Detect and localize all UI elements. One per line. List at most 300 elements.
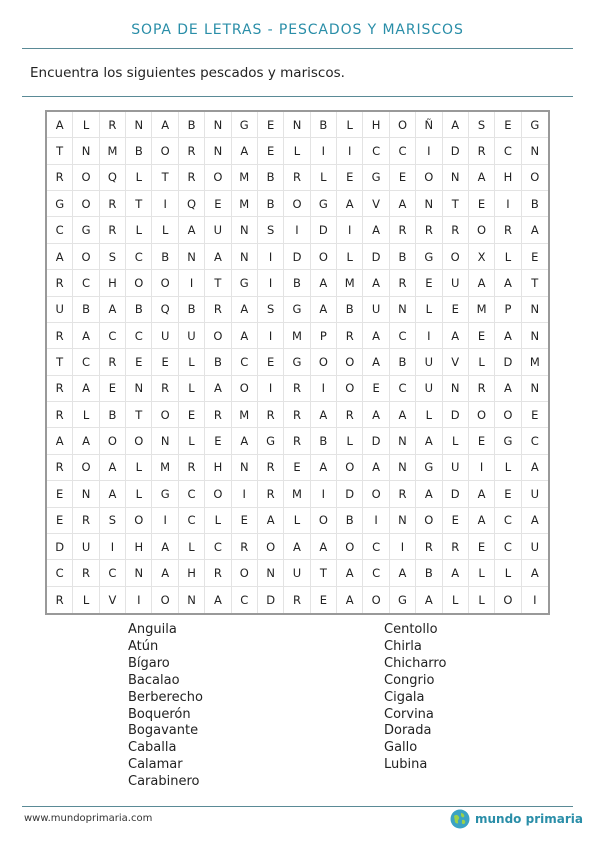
grid-cell: A: [73, 376, 99, 402]
grid-cell: I: [311, 138, 337, 164]
grid-cell: I: [284, 217, 310, 243]
grid-cell: E: [311, 587, 337, 613]
grid-cell: R: [390, 270, 416, 296]
grid-cell: B: [179, 112, 205, 138]
grid-cell: R: [284, 376, 310, 402]
grid-cell: R: [469, 138, 495, 164]
grid-cell: I: [152, 508, 178, 534]
grid-cell: R: [179, 455, 205, 481]
grid-cell: H: [126, 534, 152, 560]
grid-cell: G: [284, 297, 310, 323]
grid-cell: N: [390, 297, 416, 323]
word-list-left: [128, 622, 203, 791]
grid-cell: R: [100, 112, 126, 138]
grid-cell: U: [443, 455, 469, 481]
grid-cell: R: [73, 508, 99, 534]
grid-cell: D: [47, 534, 73, 560]
grid-cell: R: [337, 402, 363, 428]
grid-cell: R: [152, 376, 178, 402]
grid-cell: D: [363, 244, 389, 270]
word-item: Corvina: [384, 706, 434, 722]
grid-cell: O: [337, 455, 363, 481]
grid-cell: U: [284, 560, 310, 586]
grid-cell: O: [232, 376, 258, 402]
grid-cell: G: [522, 112, 548, 138]
grid-cell: G: [152, 481, 178, 507]
grid-cell: C: [179, 481, 205, 507]
grid-cell: O: [416, 165, 442, 191]
grid-cell: A: [469, 270, 495, 296]
grid-cell: N: [443, 376, 469, 402]
grid-cell: T: [152, 165, 178, 191]
grid-cell: A: [363, 323, 389, 349]
grid-cell: E: [100, 376, 126, 402]
grid-cell: R: [179, 165, 205, 191]
grid-cell: Q: [152, 297, 178, 323]
grid-cell: R: [284, 402, 310, 428]
grid-cell: M: [284, 481, 310, 507]
grid-cell: O: [495, 402, 521, 428]
grid-cell: B: [337, 297, 363, 323]
grid-cell: U: [363, 297, 389, 323]
grid-cell: O: [311, 349, 337, 375]
grid-cell: N: [126, 560, 152, 586]
grid-cell: M: [284, 323, 310, 349]
grid-cell: U: [416, 376, 442, 402]
grid-cell: A: [100, 455, 126, 481]
grid-cell: L: [179, 534, 205, 560]
grid-cell: A: [337, 191, 363, 217]
grid-cell: R: [47, 165, 73, 191]
grid-cell: L: [469, 349, 495, 375]
grid-cell: B: [284, 270, 310, 296]
grid-cell: Ñ: [416, 112, 442, 138]
grid-cell: A: [232, 428, 258, 454]
grid-cell: H: [100, 270, 126, 296]
grid-cell: N: [522, 323, 548, 349]
grid-cell: C: [205, 534, 231, 560]
grid-cell: R: [390, 217, 416, 243]
grid-cell: G: [47, 191, 73, 217]
grid-cell: R: [47, 376, 73, 402]
grid-cell: I: [311, 481, 337, 507]
grid-cell: E: [232, 508, 258, 534]
grid-cell: R: [495, 217, 521, 243]
grid-cell: L: [495, 560, 521, 586]
grid-cell: L: [443, 428, 469, 454]
grid-cell: R: [258, 402, 284, 428]
grid-cell: C: [73, 270, 99, 296]
grid-cell: E: [443, 508, 469, 534]
grid-cell: I: [232, 481, 258, 507]
grid-cell: R: [232, 534, 258, 560]
grid-cell: A: [363, 217, 389, 243]
grid-cell: L: [179, 428, 205, 454]
grid-cell: A: [47, 244, 73, 270]
grid-cell: L: [311, 165, 337, 191]
grid-cell: O: [469, 217, 495, 243]
grid-cell: A: [495, 323, 521, 349]
grid-cell: R: [443, 534, 469, 560]
word-item: Berberecho: [128, 689, 203, 705]
grid-cell: I: [258, 244, 284, 270]
grid-cell: E: [337, 165, 363, 191]
grid-cell: O: [522, 165, 548, 191]
grid-cell: G: [416, 455, 442, 481]
grid-cell: A: [522, 217, 548, 243]
grid-cell: I: [337, 138, 363, 164]
grid-cell: R: [47, 402, 73, 428]
grid-cell: A: [47, 112, 73, 138]
grid-cell: L: [205, 508, 231, 534]
grid-cell: A: [152, 534, 178, 560]
grid-cell: I: [179, 270, 205, 296]
grid-cell: O: [126, 270, 152, 296]
grid-cell: E: [47, 508, 73, 534]
grid-cell: C: [179, 508, 205, 534]
grid-cell: A: [495, 376, 521, 402]
grid-cell: O: [390, 112, 416, 138]
grid-cell: A: [311, 270, 337, 296]
grid-cell: I: [126, 587, 152, 613]
page-title: SOPA DE LETRAS - PESCADOS Y MARISCOS: [131, 22, 464, 38]
grid-cell: A: [469, 508, 495, 534]
footer-url[interactable]: www.mundoprimaria.com: [24, 813, 153, 824]
grid-cell: L: [284, 138, 310, 164]
grid-cell: M: [152, 455, 178, 481]
grid-cell: N: [126, 112, 152, 138]
grid-cell: A: [258, 508, 284, 534]
grid-cell: C: [232, 587, 258, 613]
grid-cell: A: [522, 455, 548, 481]
grid-cell: A: [152, 560, 178, 586]
grid-cell: A: [311, 402, 337, 428]
grid-cell: E: [126, 349, 152, 375]
grid-cell: L: [126, 165, 152, 191]
grid-cell: U: [47, 297, 73, 323]
grid-cell: O: [152, 402, 178, 428]
grid-cell: E: [469, 323, 495, 349]
grid-cell: H: [179, 560, 205, 586]
grid-cell: N: [390, 508, 416, 534]
grid-cell: A: [205, 587, 231, 613]
grid-cell: E: [469, 428, 495, 454]
brand-name: mundo primaria: [475, 812, 583, 826]
word-item: Gallo: [384, 740, 418, 756]
grid-cell: O: [363, 481, 389, 507]
grid-cell: X: [469, 244, 495, 270]
grid-cell: D: [443, 481, 469, 507]
grid-cell: O: [363, 587, 389, 613]
grid-cell: I: [495, 191, 521, 217]
grid-cell: A: [47, 428, 73, 454]
grid-cell: R: [258, 481, 284, 507]
grid-cell: B: [390, 349, 416, 375]
grid-cell: L: [126, 217, 152, 243]
grid-cell: M: [100, 138, 126, 164]
grid-cell: Q: [179, 191, 205, 217]
grid-cell: M: [337, 270, 363, 296]
grid-cell: L: [416, 402, 442, 428]
grid-cell: T: [47, 349, 73, 375]
grid-cell: A: [232, 138, 258, 164]
grid-cell: N: [443, 165, 469, 191]
grid-cell: C: [100, 323, 126, 349]
grid-cell: L: [73, 587, 99, 613]
grid-cell: C: [363, 138, 389, 164]
grid-cell: A: [363, 349, 389, 375]
grid-cell: A: [152, 112, 178, 138]
grid-cell: R: [337, 323, 363, 349]
grid-cell: O: [258, 534, 284, 560]
grid-cell: B: [390, 244, 416, 270]
grid-cell: L: [469, 587, 495, 613]
grid-cell: A: [232, 323, 258, 349]
grid-cell: N: [232, 244, 258, 270]
grid-cell: L: [179, 376, 205, 402]
grid-cell: U: [179, 323, 205, 349]
globe-icon: [450, 809, 470, 829]
grid-cell: E: [443, 297, 469, 323]
grid-cell: C: [363, 534, 389, 560]
grid-cell: R: [73, 560, 99, 586]
grid-cell: G: [363, 165, 389, 191]
grid-cell: O: [337, 534, 363, 560]
grid-cell: N: [390, 428, 416, 454]
grid-cell: R: [47, 270, 73, 296]
grid-cell: A: [390, 560, 416, 586]
grid-cell: N: [284, 112, 310, 138]
grid-cell: C: [363, 560, 389, 586]
grid-cell: E: [47, 481, 73, 507]
grid-cell: B: [126, 297, 152, 323]
grid-cell: L: [179, 349, 205, 375]
grid-cell: A: [416, 587, 442, 613]
word-item: Chicharro: [384, 655, 447, 671]
grid-cell: D: [363, 428, 389, 454]
grid-cell: L: [495, 455, 521, 481]
grid-cell: N: [390, 455, 416, 481]
grid-cell: T: [311, 560, 337, 586]
grid-cell: C: [495, 138, 521, 164]
grid-cell: G: [73, 217, 99, 243]
grid-cell: L: [495, 244, 521, 270]
grid-cell: A: [284, 534, 310, 560]
grid-cell: I: [258, 270, 284, 296]
grid-cell: C: [126, 244, 152, 270]
grid-cell: G: [416, 244, 442, 270]
grid-cell: S: [469, 112, 495, 138]
grid-cell: O: [73, 191, 99, 217]
grid-cell: G: [284, 349, 310, 375]
grid-cell: A: [416, 481, 442, 507]
grid-cell: R: [205, 402, 231, 428]
grid-cell: A: [443, 560, 469, 586]
grid-cell: A: [337, 560, 363, 586]
grid-cell: E: [469, 191, 495, 217]
grid-cell: C: [100, 560, 126, 586]
grid-cell: O: [100, 428, 126, 454]
grid-cell: N: [205, 138, 231, 164]
grid-cell: O: [337, 376, 363, 402]
grid-cell: E: [363, 376, 389, 402]
grid-cell: A: [205, 244, 231, 270]
footer-divider: [22, 806, 573, 807]
grid-cell: A: [363, 402, 389, 428]
grid-cell: L: [337, 112, 363, 138]
grid-cell: B: [337, 508, 363, 534]
grid-cell: B: [311, 112, 337, 138]
grid-cell: C: [47, 560, 73, 586]
grid-cell: C: [73, 349, 99, 375]
grid-cell: S: [258, 217, 284, 243]
grid-cell: N: [179, 244, 205, 270]
title-divider: [22, 48, 573, 49]
grid-cell: S: [258, 297, 284, 323]
grid-cell: C: [47, 217, 73, 243]
grid-cell: G: [232, 270, 258, 296]
grid-cell: E: [390, 165, 416, 191]
grid-cell: A: [522, 560, 548, 586]
grid-cell: N: [205, 112, 231, 138]
grid-cell: I: [258, 376, 284, 402]
grid-cell: T: [126, 191, 152, 217]
grid-cell: B: [126, 138, 152, 164]
grid-cell: U: [443, 270, 469, 296]
word-item: Anguila: [128, 622, 177, 637]
grid-cell: V: [443, 349, 469, 375]
word-item: Bogavante: [128, 723, 199, 739]
grid-cell: G: [311, 191, 337, 217]
grid-cell: E: [258, 112, 284, 138]
grid-cell: I: [469, 455, 495, 481]
grid-cell: D: [495, 349, 521, 375]
grid-cell: C: [126, 323, 152, 349]
word-item: Calamar: [128, 757, 183, 773]
grid-cell: Q: [100, 165, 126, 191]
grid-cell: N: [416, 191, 442, 217]
grid-cell: O: [205, 165, 231, 191]
grid-cell: O: [73, 244, 99, 270]
grid-cell: A: [73, 428, 99, 454]
grid-cell: U: [205, 217, 231, 243]
grid-cell: O: [311, 244, 337, 270]
grid-cell: L: [284, 508, 310, 534]
grid-cell: B: [311, 428, 337, 454]
grid-cell: A: [390, 191, 416, 217]
grid-cell: A: [522, 508, 548, 534]
grid-cell: I: [337, 217, 363, 243]
grid-cell: N: [152, 428, 178, 454]
grid-cell: E: [258, 138, 284, 164]
grid-cell: S: [100, 508, 126, 534]
grid-cell: T: [126, 402, 152, 428]
grid-cell: O: [152, 270, 178, 296]
grid-cell: E: [522, 244, 548, 270]
word-list-right: [384, 622, 446, 774]
grid-cell: A: [311, 534, 337, 560]
grid-cell: E: [416, 270, 442, 296]
letter-grid: [47, 112, 548, 613]
grid-cell: A: [443, 112, 469, 138]
grid-cell: L: [337, 244, 363, 270]
grid-cell: A: [205, 376, 231, 402]
grid-cell: R: [100, 217, 126, 243]
grid-cell: N: [522, 376, 548, 402]
grid-cell: O: [126, 508, 152, 534]
grid-cell: L: [337, 428, 363, 454]
grid-cell: N: [73, 138, 99, 164]
grid-cell: I: [390, 534, 416, 560]
grid-cell: E: [522, 402, 548, 428]
grid-cell: G: [232, 112, 258, 138]
grid-cell: A: [363, 270, 389, 296]
grid-cell: R: [47, 587, 73, 613]
grid-cell: T: [205, 270, 231, 296]
grid-cell: O: [443, 244, 469, 270]
grid-cell: A: [232, 297, 258, 323]
grid-cell: G: [390, 587, 416, 613]
grid-cell: A: [311, 455, 337, 481]
grid-cell: O: [152, 587, 178, 613]
grid-cell: L: [443, 587, 469, 613]
grid-cell: E: [495, 112, 521, 138]
grid-cell: A: [495, 270, 521, 296]
grid-cell: O: [495, 587, 521, 613]
grid-cell: B: [73, 297, 99, 323]
grid-cell: N: [232, 217, 258, 243]
grid-cell: O: [73, 455, 99, 481]
grid-cell: B: [416, 560, 442, 586]
grid-cell: R: [284, 165, 310, 191]
grid-cell: S: [100, 244, 126, 270]
grid-cell: A: [100, 297, 126, 323]
word-item: Centollo: [384, 622, 438, 637]
word-item: Bígaro: [128, 655, 170, 671]
grid-cell: A: [73, 323, 99, 349]
grid-cell: R: [47, 455, 73, 481]
grid-cell: U: [416, 349, 442, 375]
grid-cell: C: [522, 428, 548, 454]
grid-cell: O: [337, 349, 363, 375]
grid-cell: H: [495, 165, 521, 191]
grid-cell: R: [443, 217, 469, 243]
grid-cell: O: [152, 138, 178, 164]
grid-cell: I: [363, 508, 389, 534]
grid-cell: D: [284, 244, 310, 270]
grid-cell: R: [284, 587, 310, 613]
grid-cell: I: [533, 592, 537, 607]
grid-cell: R: [390, 481, 416, 507]
word-item: Cigala: [384, 689, 425, 705]
instructions-text: Encuentra los siguientes pescados y mariscos.: [30, 65, 345, 81]
word-item: Chirla: [384, 638, 422, 654]
grid-cell: N: [126, 376, 152, 402]
grid-cell: P: [495, 297, 521, 323]
grid-cell: B: [179, 297, 205, 323]
grid-cell: V: [363, 191, 389, 217]
grid-cell: O: [311, 508, 337, 534]
grid-cell: B: [100, 402, 126, 428]
grid-cell: O: [469, 402, 495, 428]
grid-cell: N: [258, 560, 284, 586]
grid-cell: A: [469, 165, 495, 191]
word-item: Carabinero: [128, 774, 200, 790]
grid-cell: A: [179, 217, 205, 243]
grid-cell: T: [443, 191, 469, 217]
grid-cell: C: [390, 138, 416, 164]
grid-cell: R: [258, 455, 284, 481]
